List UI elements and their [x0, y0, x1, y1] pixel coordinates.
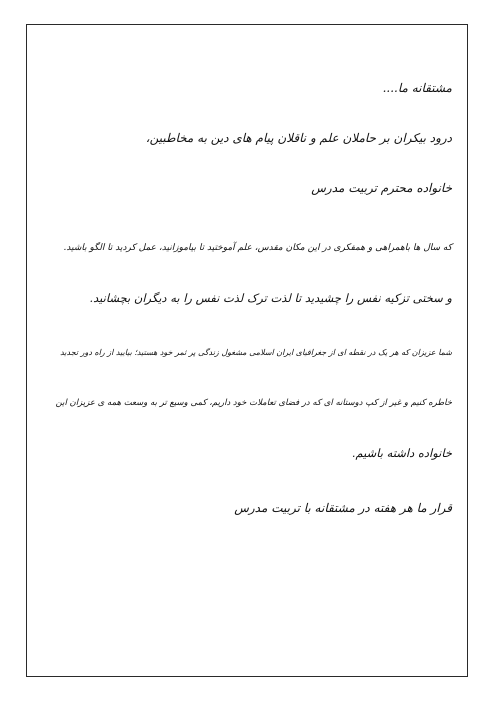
- greeting: مشتقانه ما....: [382, 81, 452, 95]
- body-line: شما عزیزان که هر یک در نقطه ای از جغرافیای ایران اسلامی مشغول زندگی پر ثمر خود هستید؛ بیایید از راه دور تجدید: [60, 348, 452, 357]
- closing-line: قرار ما هر هفته در مشتقانه با تربیت مدرس: [234, 501, 452, 515]
- body-line: که سال ها باهمراهی و همفکری در این مکان مقدس، علم آموختید تا بیاموزانید، عمل کردید تا الگو باشید.: [63, 243, 452, 253]
- body-line: و سختی تزکیه نفس را چشیدید تا لذت ترک لذت نفس را به دیگران بچشانید.: [89, 291, 452, 305]
- recipient: خانواده محترم تربیت مدرس: [311, 181, 452, 195]
- body-line: خاطره کنیم و غیر از کپ دوستانه ای که در فضای تعاملات خود داریم، کمی وسیع تر به وسعت همه ی عزیزان این: [55, 398, 452, 408]
- salutation: درود بیکران بر حاملان علم و ناقلان پیام های دین به مخاطبین،: [145, 131, 452, 145]
- body-line: خانواده داشته باشیم.: [351, 446, 452, 460]
